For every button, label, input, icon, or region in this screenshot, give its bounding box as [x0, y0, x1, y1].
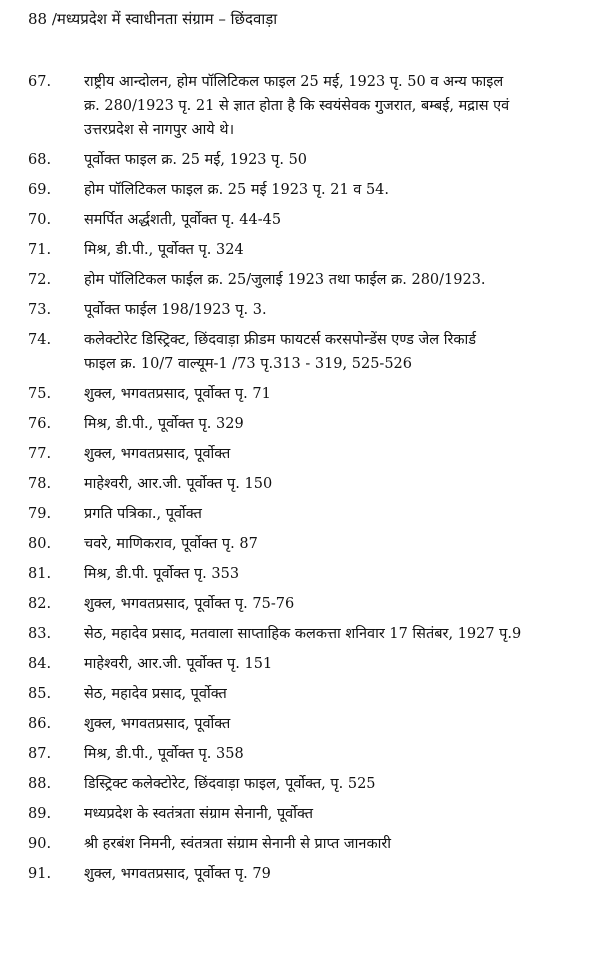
endnote-text-line: माहेश्वरी, आर.जी. पूर्वोक्त पृ. 150 — [84, 476, 273, 492]
endnote-item — [0, 532, 600, 556]
endnote-number: 87. — [28, 746, 52, 762]
endnote-text-line: शुक्ल, भगवतप्रसाद, पूर्वोक्त पृ. 71 — [84, 386, 271, 402]
endnote-text — [84, 268, 570, 292]
endnote-item — [0, 862, 600, 886]
endnote-item — [0, 472, 600, 496]
endnote-text — [84, 238, 570, 262]
endnote-text-line: कलेक्टोरेट डिस्ट्रिक्ट, छिंदवाड़ा फ्रीडम फायटर्स करसपोन्डेंस एण्ड जेल रिकार्ड — [84, 332, 477, 348]
endnote-text-line: मिश्र, डी.पी., पूर्वोक्त पृ. 324 — [84, 242, 244, 258]
endnote-item — [0, 622, 600, 646]
endnote-item — [0, 832, 600, 856]
endnote-text — [84, 178, 570, 202]
endnote-text-line: प्रगति पत्रिका., पूर्वोक्त — [84, 506, 202, 522]
endnote-text — [84, 502, 570, 526]
endnote-item — [0, 652, 600, 676]
endnote-text-line: माहेश्वरी, आर.जी. पूर्वोक्त पृ. 151 — [84, 656, 273, 672]
endnote-number: 75. — [28, 386, 52, 402]
endnote-text-line: सेठ, महादेव प्रसाद, पूर्वोक्त — [84, 686, 227, 702]
endnote-number: 89. — [28, 806, 52, 822]
endnote-text — [84, 712, 570, 736]
endnote-item — [0, 442, 600, 466]
endnote-number: 86. — [28, 716, 52, 732]
endnote-text — [84, 682, 570, 706]
endnote-text-line: फाइल क्र. 10/7 वाल्यूम-1 /73 पृ.313 - 319, 525-526 — [84, 356, 413, 372]
endnote-item — [0, 772, 600, 796]
endnote-text-line: श्री हरबंश निमनी, स्वंतत्रता संग्राम सेनानी से प्राप्त जानकारी — [84, 836, 392, 852]
endnote-number: 78. — [28, 476, 52, 492]
endnote-number: 74. — [28, 332, 52, 348]
endnote-text-line: होम पॉलिटिकल फाइल क्र. 25 मई 1923 पृ. 21 व 54. — [84, 182, 390, 198]
endnote-text — [84, 532, 570, 556]
endnote-number: 71. — [28, 242, 52, 258]
endnote-number: 67. — [28, 74, 52, 90]
endnote-text — [84, 412, 570, 436]
endnote-text-line: मिश्र, डी.पी., पूर्वोक्त पृ. 358 — [84, 746, 244, 762]
endnote-text-line: उत्तरप्रदेश से नागपुर आये थे। — [84, 122, 235, 138]
endnote-item — [0, 682, 600, 706]
endnote-text-line: क्र. 280/1923 पृ. 21 से ज्ञात होता है कि स्वयंसेवक गुजरात, बम्बई, मद्रास एवं — [84, 98, 510, 114]
endnote-number: 73. — [28, 302, 52, 318]
endnote-number: 84. — [28, 656, 52, 672]
endnote-number: 83. — [28, 626, 52, 642]
endnote-item — [0, 268, 600, 292]
endnote-number: 79. — [28, 506, 52, 522]
endnote-text — [84, 208, 570, 232]
endnote-text-line: मिश्र, डी.पी. पूर्वोक्त पृ. 353 — [84, 566, 240, 582]
endnote-text — [84, 442, 570, 466]
endnote-text-line: होम पॉलिटिकल फाईल क्र. 25/जुलाई 1923 तथा फाईल क्र. 280/1923. — [84, 272, 486, 288]
endnote-text-line: मिश्र, डी.पी., पूर्वोक्त पृ. 329 — [84, 416, 244, 432]
endnote-item — [0, 70, 600, 142]
endnote-item — [0, 742, 600, 766]
endnote-text-line: चवरे, माणिकराव, पूर्वोक्त पृ. 87 — [84, 536, 258, 552]
endnote-number: 77. — [28, 446, 52, 462]
endnote-number: 88. — [28, 776, 52, 792]
endnote-number: 85. — [28, 686, 52, 702]
endnote-item — [0, 208, 600, 232]
endnote-text — [84, 298, 570, 322]
endnote-text — [84, 472, 570, 496]
endnote-text — [84, 652, 570, 676]
endnote-item — [0, 802, 600, 826]
running-head: 88 /मध्यप्रदेश में स्वाधीनता संग्राम – छिंदवाड़ा — [28, 10, 278, 28]
endnote-text — [84, 382, 570, 406]
endnote-number: 81. — [28, 566, 52, 582]
endnote-text-line: शुक्ल, भगवतप्रसाद, पूर्वोक्त पृ. 75-76 — [84, 596, 295, 612]
endnote-text-line: पूर्वोक्त फाईल 198/1923 पृ. 3. — [84, 302, 267, 318]
endnote-text — [84, 148, 570, 172]
endnote-item — [0, 562, 600, 586]
endnote-item — [0, 712, 600, 736]
endnote-item — [0, 328, 600, 376]
endnote-text — [84, 802, 570, 826]
endnote-text — [84, 622, 570, 646]
endnote-number: 90. — [28, 836, 52, 852]
endnote-number: 91. — [28, 866, 52, 882]
endnote-text — [84, 742, 570, 766]
endnotes-list — [0, 70, 600, 892]
endnote-text — [84, 70, 570, 142]
endnote-text-line: मध्यप्रदेश के स्वतंत्रता संग्राम सेनानी, पूर्वोक्त — [84, 806, 314, 822]
endnote-text-line: शुक्ल, भगवतप्रसाद, पूर्वोक्त — [84, 716, 231, 732]
endnote-item — [0, 238, 600, 262]
endnote-text — [84, 772, 570, 796]
endnote-item — [0, 382, 600, 406]
endnote-item — [0, 178, 600, 202]
endnote-item — [0, 592, 600, 616]
endnote-text-line: समर्पित अर्द्धशती, पूर्वोक्त पृ. 44-45 — [84, 212, 282, 228]
endnote-text — [84, 328, 570, 376]
endnote-text-line: राष्ट्रीय आन्दोलन, होम पॉलिटिकल फाइल 25 मई, 1923 पृ. 50 व अन्य फाइल — [84, 74, 504, 90]
endnote-item — [0, 502, 600, 526]
endnote-number: 82. — [28, 596, 52, 612]
endnote-item — [0, 148, 600, 172]
endnote-number: 76. — [28, 416, 52, 432]
endnote-text — [84, 832, 570, 856]
endnote-text-line: सेठ, महादेव प्रसाद, मतवाला साप्ताहिक कलकत्ता शनिवार 17 सितंबर, 1927 पृ.9 — [84, 626, 522, 642]
endnote-text-line: शुक्ल, भगवतप्रसाद, पूर्वोक्त — [84, 446, 231, 462]
endnote-text — [84, 862, 570, 886]
endnote-text-line: डिस्ट्रिक्ट कलेक्टोरेट, छिंदवाड़ा फाइल, पूर्वोक्त, पृ. 525 — [84, 776, 376, 792]
endnote-number: 80. — [28, 536, 52, 552]
endnote-text — [84, 592, 570, 616]
endnote-number: 68. — [28, 152, 52, 168]
endnote-text-line: पूर्वोक्त फाइल क्र. 25 मई, 1923 पृ. 50 — [84, 152, 308, 168]
endnote-item — [0, 412, 600, 436]
endnote-item — [0, 298, 600, 322]
endnote-number: 70. — [28, 212, 52, 228]
endnote-number: 72. — [28, 272, 52, 288]
endnote-text — [84, 562, 570, 586]
endnote-number: 69. — [28, 182, 52, 198]
endnote-text-line: शुक्ल, भगवतप्रसाद, पूर्वोक्त पृ. 79 — [84, 866, 271, 882]
